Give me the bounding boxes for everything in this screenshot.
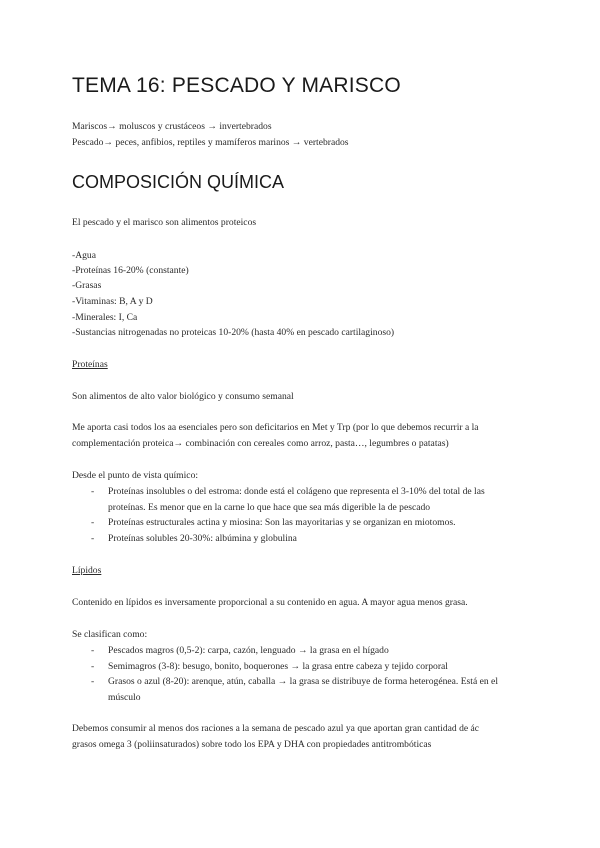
intro-line-pescado: Pescado→ peces, anfibios, reptiles y mamíferos marinos → vertebrados [72,137,349,148]
component-item: -Grasas [72,280,102,291]
proteins-bullet-line: Proteínas estructurales actina y miosina: Son las mayoritarias y se organizan en miotomos. [108,517,456,528]
bullet-marker: - [91,533,95,544]
proteins-paragraph-2-line: Me aporta casi todos los aa esenciales pero son deficitarios en Met y Trp (por lo que debemos recurrir a la [72,422,479,433]
proteins-paragraph-1: Son alimentos de alto valor biológico y consumo semanal [72,391,294,402]
bullet-marker: - [91,676,95,687]
section-intro: El pescado y el marisco son alimentos proteicos [72,217,257,228]
proteins-bullet-line: Proteínas solubles 20-30%: albúmina y globulina [108,533,297,544]
component-item: -Agua [72,250,96,261]
lipids-bullet-line: Semimagros (3-8): besugo, bonito, boquerones → la grasa entre cabeza y tejido corporal [108,661,448,672]
bullet-marker: - [91,486,95,497]
component-item: -Sustancias nitrogenadas no proteicas 10-20% (hasta 40% en pescado cartilaginoso) [72,327,395,338]
subheading-proteinas: Proteínas [72,359,108,370]
proteins-bullet-line: proteínas. Es menor que en la carne lo que hace que sea más digerible la de pescado [108,502,431,513]
page-title: TEMA 16: PESCADO Y MARISCO [72,74,401,97]
lipids-bullet-line: músculo [108,692,141,703]
intro-line-mariscos: Mariscos→ moluscos y crustáceos → invertebrados [72,121,272,132]
lipids-paragraph-2: Se clasifican como: [72,629,148,640]
component-item: -Vitaminas: B, A y D [72,296,153,307]
lipids-paragraph-3-line: Debemos consumir al menos dos raciones a la semana de pescado azul ya que aportan gran cantidad de ác [72,723,480,734]
proteins-paragraph-2-line: complementación proteica→ combinación con cereales como arroz, pasta…, legumbres o patatas) [72,438,449,449]
lipids-paragraph-3-line: grasos omega 3 (poliinsaturados) sobre todo los EPA y DHA con propiedades antitrombóticas [72,739,432,750]
subheading-lipidos: Lípidos [72,565,102,576]
lipids-bullet-line: Grasos o azul (8-20): arenque, atún, caballa → la grasa se distribuye de forma heterogénea. Está en el [108,676,498,687]
bullet-marker: - [91,517,95,528]
proteins-bullet-line: Proteínas insolubles o del estroma: donde está el colágeno que representa el 3-10% del total de las [108,486,485,497]
bullet-marker: - [91,661,95,672]
proteins-paragraph-3: Desde el punto de vista químico: [72,470,199,481]
lipids-paragraph-1: Contenido en lípidos es inversamente proporcional a su contenido en agua. A mayor agua menos grasa. [72,597,468,608]
bullet-marker: - [91,645,95,656]
lipids-bullet-line: Pescados magros (0,5-2): carpa, cazón, lenguado → la grasa en el hígado [108,645,389,656]
component-item: -Minerales: I, Ca [72,312,138,323]
component-item: -Proteínas 16-20% (constante) [72,265,189,276]
section-heading-composicion: COMPOSICIÓN QUÍMICA [72,172,285,192]
